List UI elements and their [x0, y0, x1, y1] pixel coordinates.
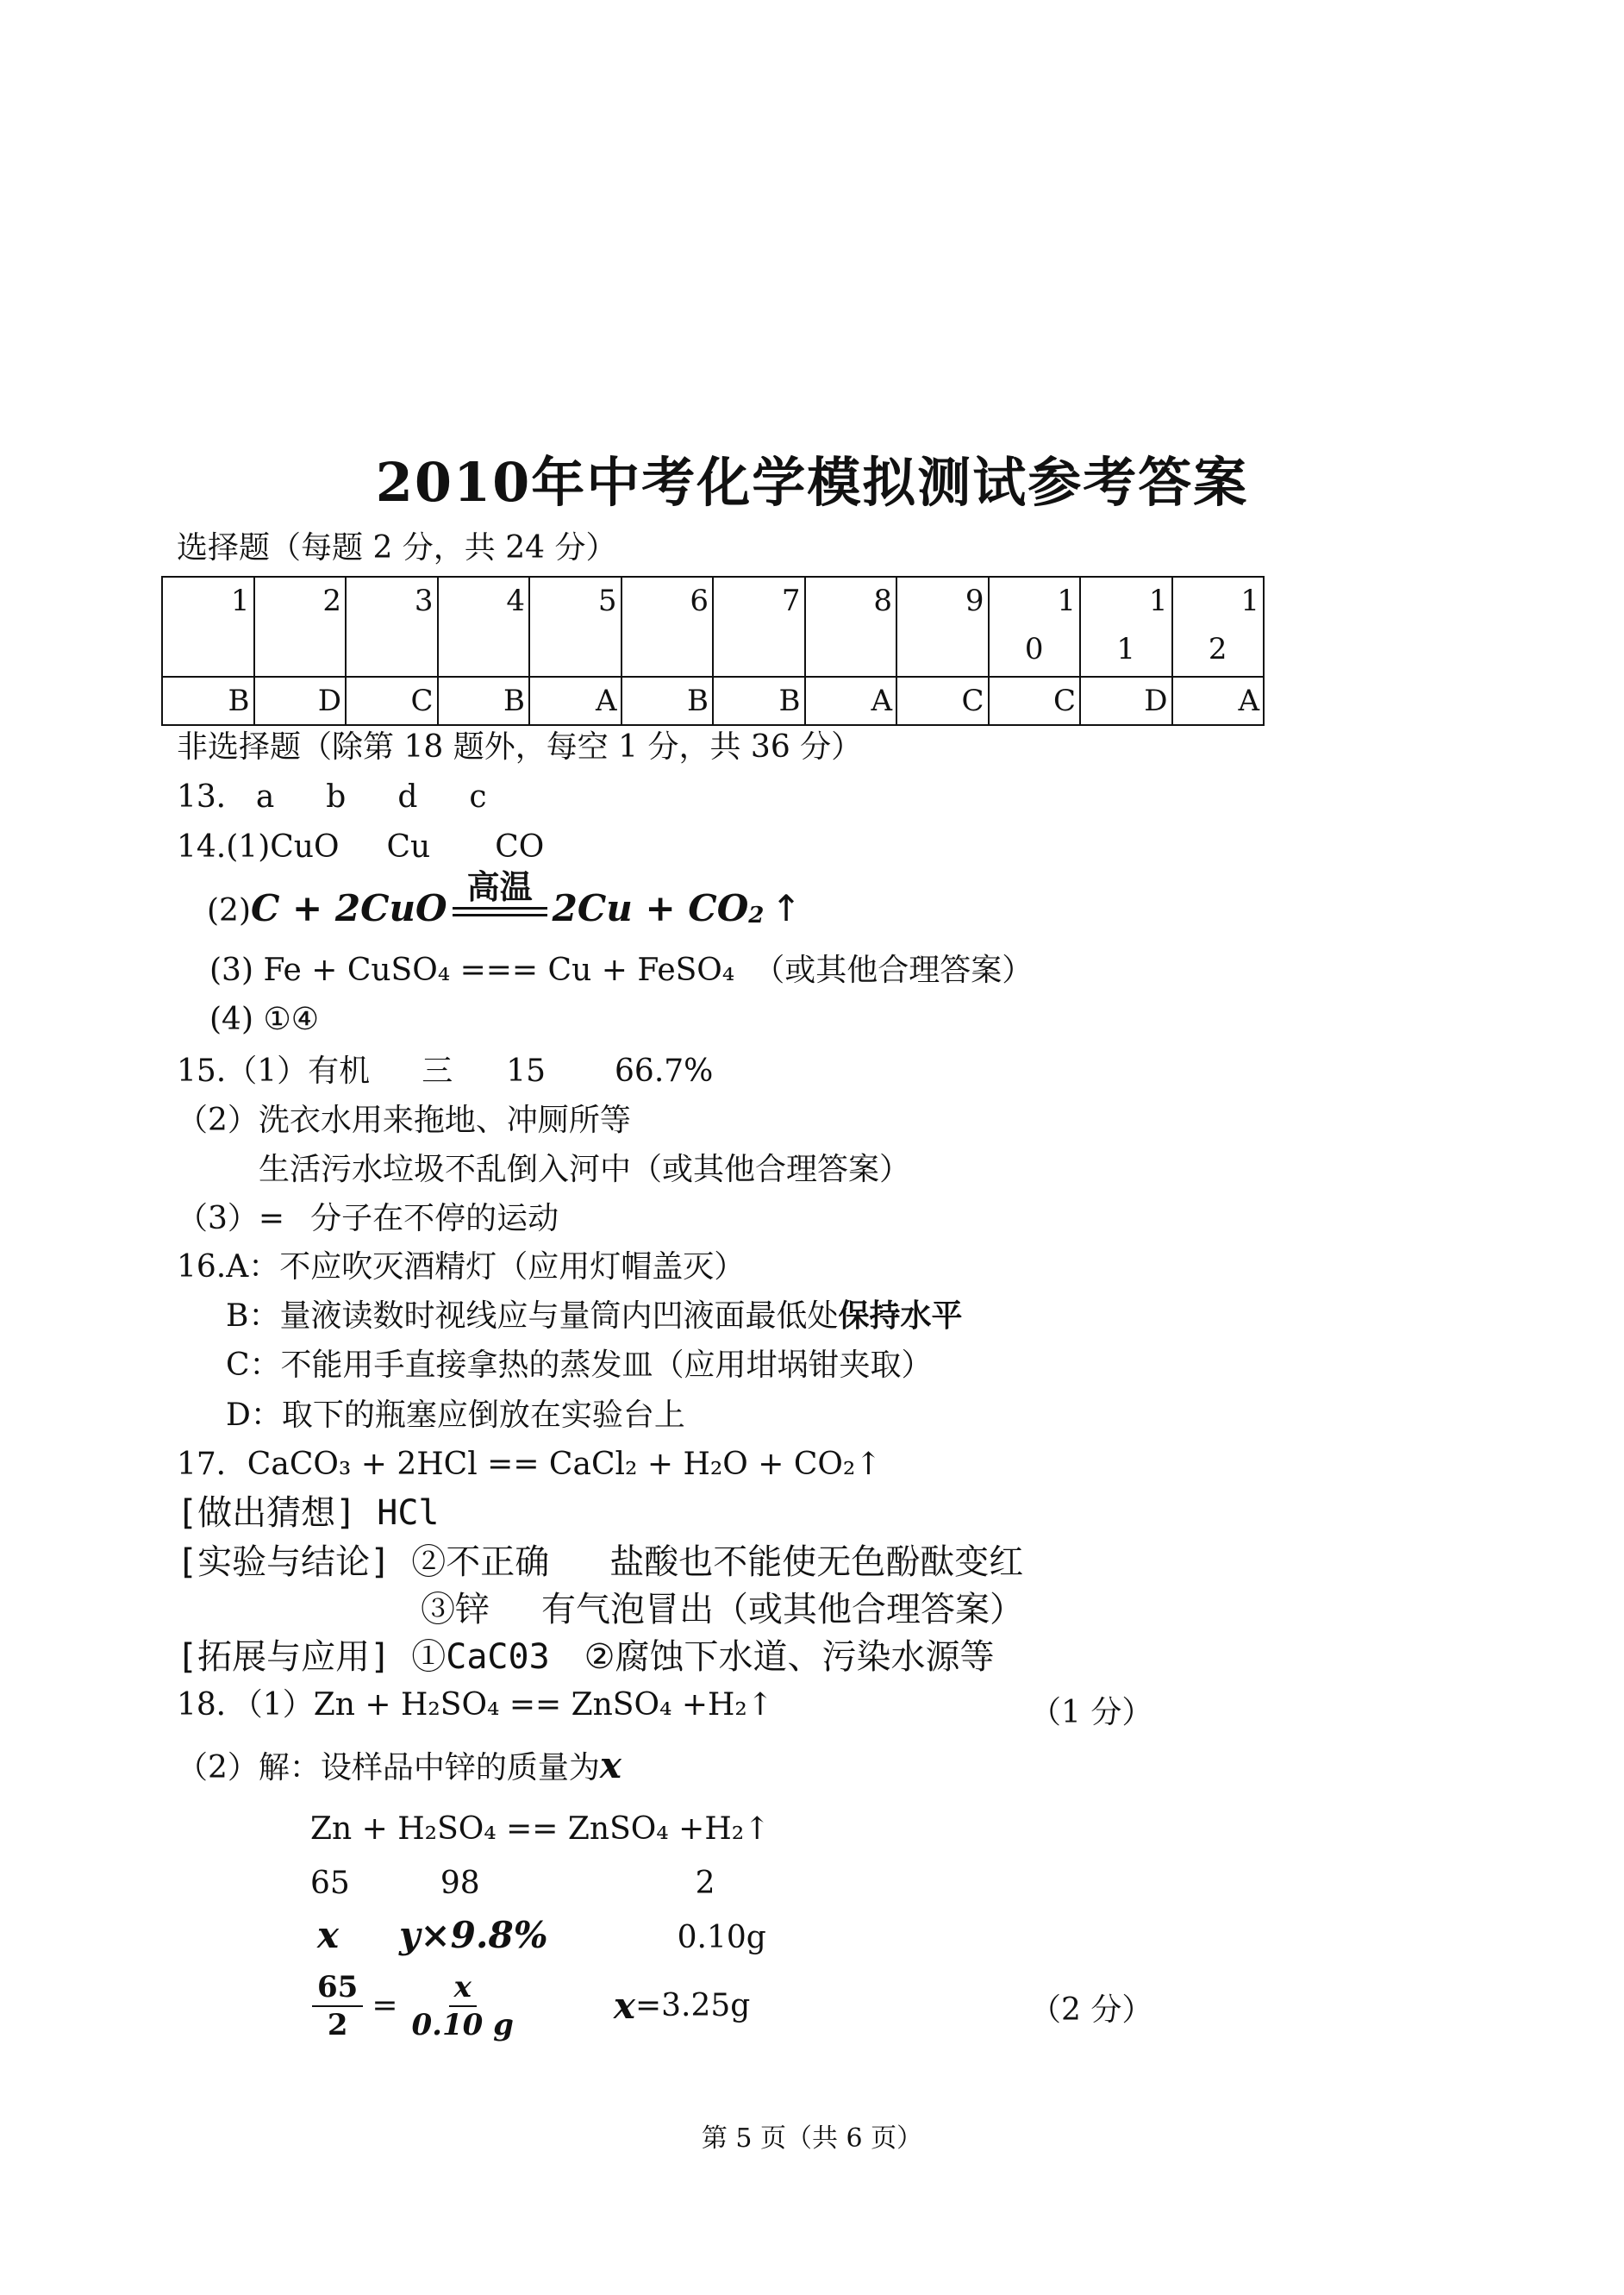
table-cell-answer: C	[896, 677, 989, 725]
q16-a: 16.A：不应吹灭酒精灯（应用灯帽盖灭）	[177, 1249, 746, 1285]
table-cell-answer: B	[162, 677, 254, 725]
q17-guess: [做出猜想] HCl	[177, 1493, 440, 1533]
table-row-numbers	[162, 577, 1264, 677]
table-cell-number: 1 0	[989, 577, 1081, 677]
table-cell-number: 6	[621, 577, 714, 677]
table-cell-answer: B	[713, 677, 805, 725]
fraction: $\frac{x}{0.10 g}$	[411, 1970, 514, 2042]
q15-part3: （3）= 分子在不停的运动	[177, 1201, 559, 1236]
q14-part3: (3) Fe + CuSO₄ === Cu + FeSO₄ （或其他合理答案）	[209, 953, 1034, 988]
page-footer: 第 5 页（共 6 页）	[701, 2123, 923, 2154]
table-cell-answer: D	[1080, 677, 1172, 725]
answer-table	[161, 576, 1265, 726]
q15-part1: 15.（1）有机 三 15 66.7%	[177, 1054, 714, 1089]
table-cell-answer: C	[989, 677, 1081, 725]
table-cell-number: 1 2	[1172, 577, 1265, 677]
table-cell-number: 1 1	[1080, 577, 1172, 677]
table-cell-answer: B	[438, 677, 530, 725]
q13-line: 13． a b d c	[177, 779, 487, 815]
q14-part1: 14.(1)CuO Cu CO	[177, 829, 545, 865]
table-cell-number: 8	[805, 577, 897, 677]
q15-part2a: （2）洗衣水用来拖地、冲厕所等	[177, 1103, 631, 1138]
table-cell-number: 2	[254, 577, 347, 677]
table-cell-number: 9	[896, 577, 989, 677]
table-cell-answer: A	[805, 677, 897, 725]
table-cell-answer: A	[1172, 677, 1265, 725]
table-cell-number: 3	[346, 577, 438, 677]
q18-masses: 65 98 2	[310, 1866, 715, 1901]
q17-equation: 17．CaCO₃ + 2HCl == CaCl₂ + H₂O + CO₂↑	[177, 1447, 882, 1482]
table-cell-answer: C	[346, 677, 438, 725]
table-cell-number: 4	[438, 577, 530, 677]
q17-experiment-1: [实验与结论] ②不正确 盐酸也不能使无色酚酞变红	[177, 1542, 1024, 1582]
q18-part1-score: （1 分）	[1030, 1695, 1153, 1730]
q16-b: B：量液读数时视线应与量筒内凹液面最低处保持水平	[226, 1298, 963, 1334]
q16-d: D：取下的瓶塞应倒放在实验台上	[226, 1398, 685, 1433]
table-cell-number: 7	[713, 577, 805, 677]
fraction: $\frac{65}{2}$	[312, 1973, 363, 2040]
q14-part4: (4) ①④	[209, 1002, 319, 1037]
q16-c: C：不能用手直接拿热的蒸发皿（应用坩埚钳夹取）	[226, 1348, 933, 1383]
q18-equation: Zn + H₂SO₄ == ZnSO₄ +H₂↑	[310, 1811, 771, 1847]
reaction-condition: 高温	[453, 871, 547, 929]
section-nonchoice-heading: 非选择题（除第 18 题外，每空 1 分，共 36 分）	[177, 729, 863, 765]
table-cell-answer: D	[254, 677, 347, 725]
q18-part1: 18．（1）Zn + H₂SO₄ == ZnSO₄ +H₂↑	[177, 1687, 774, 1723]
table-cell-answer: B	[621, 677, 714, 725]
q18-part2-score: （2 分）	[1030, 1992, 1153, 2028]
table-row-answers	[162, 677, 1264, 725]
q14-part2-equation: (2) C + 2CuO 高温 2Cu + CO $_2$ ↑	[207, 867, 802, 929]
q18-proportion: $\frac{65}{2}$ = $\frac{x}{0.10 g}$ x =3.25g	[312, 1973, 750, 2040]
gas-arrow-icon: ↑	[771, 886, 802, 929]
section-choice-heading: 选择题（每题 2 分，共 24 分）	[177, 530, 617, 566]
page-title: 2010年中考化学模拟测试参考答案	[375, 451, 1249, 514]
q17-experiment-2: ③锌 有气泡冒出（或其他合理答案）	[421, 1590, 1024, 1629]
table-cell-number: 5	[529, 577, 621, 677]
q15-part2b: 生活污水垃圾不乱倒入河中（或其他合理答案）	[259, 1152, 911, 1187]
q18-part2: （2）解：设样品中锌的质量为x	[177, 1744, 621, 1786]
q17-extension: [拓展与应用] ①CaC03 ②腐蚀下水道、污染水源等	[177, 1637, 995, 1677]
table-cell-answer: A	[529, 677, 621, 725]
table-cell-number: 1	[162, 577, 254, 677]
q18-vars: x y×9.8% 0.10g	[317, 1914, 766, 1956]
